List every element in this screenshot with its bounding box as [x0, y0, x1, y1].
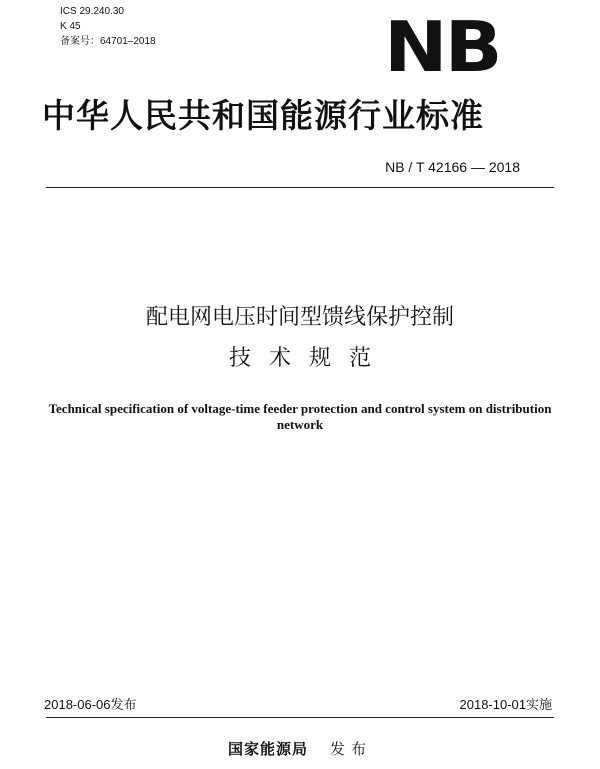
top-divider — [46, 187, 554, 188]
ccs-code: K 45 — [60, 21, 81, 32]
bottom-divider — [46, 717, 554, 718]
title-en: Technical specification of voltage-time feeder protection and control system on distribution network — [48, 401, 552, 432]
publisher-line — [0, 739, 600, 759]
publisher-action: 发布 — [330, 740, 373, 758]
issue-date: 2018-06-06发布 — [44, 697, 137, 712]
standard-type-heading: 中华人民共和国能源行业标准 — [42, 96, 484, 135]
implementation-date: 2018-10-01实施 — [459, 697, 552, 712]
nb-logo: NB — [384, 5, 500, 88]
title-cn-line1: 配电网电压时间型馈线保护控制 — [145, 305, 454, 330]
publisher-name: 国家能源局 — [227, 740, 308, 758]
title-cn-line2: 技术规范 — [228, 346, 389, 371]
standard-number: NB / T 42166 — 2018 — [385, 159, 520, 175]
ics-code: ICS 29.240.30 — [60, 6, 124, 17]
filing-number: 备案号：64701–2018 — [60, 36, 156, 47]
